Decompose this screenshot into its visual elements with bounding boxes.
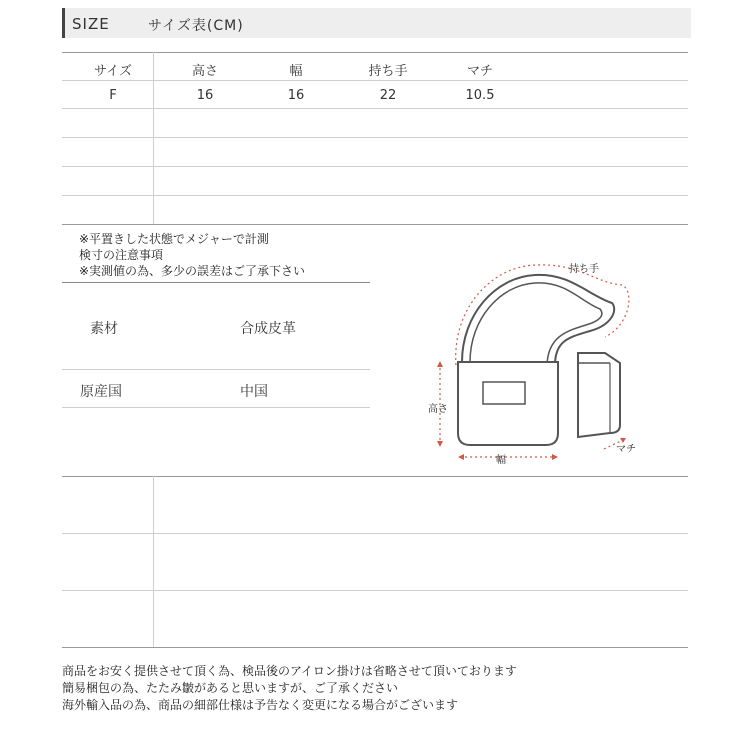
bag-illustration bbox=[420, 255, 650, 470]
table-cell-height: 16 bbox=[196, 88, 214, 103]
measure-note: 検寸の注意事項 bbox=[79, 248, 164, 262]
table-row-divider bbox=[62, 166, 688, 167]
table-cell-handle: 22 bbox=[379, 88, 397, 103]
footer-note: 簡易梱包の為、たたみ皺があると思いますが、ご了承ください bbox=[62, 681, 399, 695]
table-header-size: サイズ bbox=[94, 64, 132, 79]
table-top-border bbox=[62, 52, 688, 53]
table-row-divider bbox=[62, 137, 688, 138]
table-row-divider bbox=[62, 195, 688, 196]
blank-table-bottom-border bbox=[62, 647, 688, 648]
table-header-width: 幅 bbox=[289, 64, 303, 79]
spec-label-origin: 原産国 bbox=[80, 384, 122, 400]
diagram-width-label: 幅 bbox=[496, 455, 506, 466]
table-column-divider bbox=[153, 52, 154, 224]
table-cell-size: F bbox=[109, 88, 117, 103]
diagram-handle-label: 持ち手 bbox=[569, 264, 599, 275]
table-bottom-border bbox=[62, 224, 688, 225]
spec-top-border bbox=[62, 282, 370, 283]
spec-divider bbox=[62, 407, 370, 408]
spec-value-material: 合成皮革 bbox=[240, 321, 296, 337]
diagram-gusset-label: マチ bbox=[616, 444, 636, 455]
table-header-gusset: マチ bbox=[466, 64, 493, 79]
size-subtitle: サイズ表(CM) bbox=[148, 18, 244, 34]
diagram-height-label: 高さ bbox=[428, 404, 448, 415]
footer-note: 海外輸入品の為、商品の細部仕様は予告なく変更になる場合がございます bbox=[62, 698, 459, 712]
bag-measurement-diagram bbox=[420, 255, 650, 474]
blank-table-divider bbox=[62, 533, 688, 534]
table-header-handle: 持ち手 bbox=[368, 64, 408, 79]
size-title: SIZE bbox=[72, 15, 110, 33]
spec-divider bbox=[62, 369, 370, 370]
blank-table-divider bbox=[62, 590, 688, 591]
spec-value-origin: 中国 bbox=[240, 384, 268, 400]
table-header-height: 高さ bbox=[191, 64, 218, 79]
blank-table-column-divider bbox=[153, 476, 154, 647]
spec-label-material: 素材 bbox=[90, 321, 118, 337]
footer-note: 商品をお安く提供させて頂く為、検品後のアイロン掛けは省略させて頂いております bbox=[62, 664, 517, 678]
table-header-divider bbox=[62, 80, 688, 81]
blank-table-top-border bbox=[62, 476, 688, 477]
measure-note: ※実測値の為、多少の誤差はご了承下さい bbox=[79, 264, 306, 278]
table-row-divider bbox=[62, 108, 688, 109]
table-cell-width: 16 bbox=[287, 88, 305, 103]
table-cell-gusset: 10.5 bbox=[465, 88, 495, 103]
measure-note: ※平置きした状態でメジャーで計測 bbox=[79, 232, 269, 246]
